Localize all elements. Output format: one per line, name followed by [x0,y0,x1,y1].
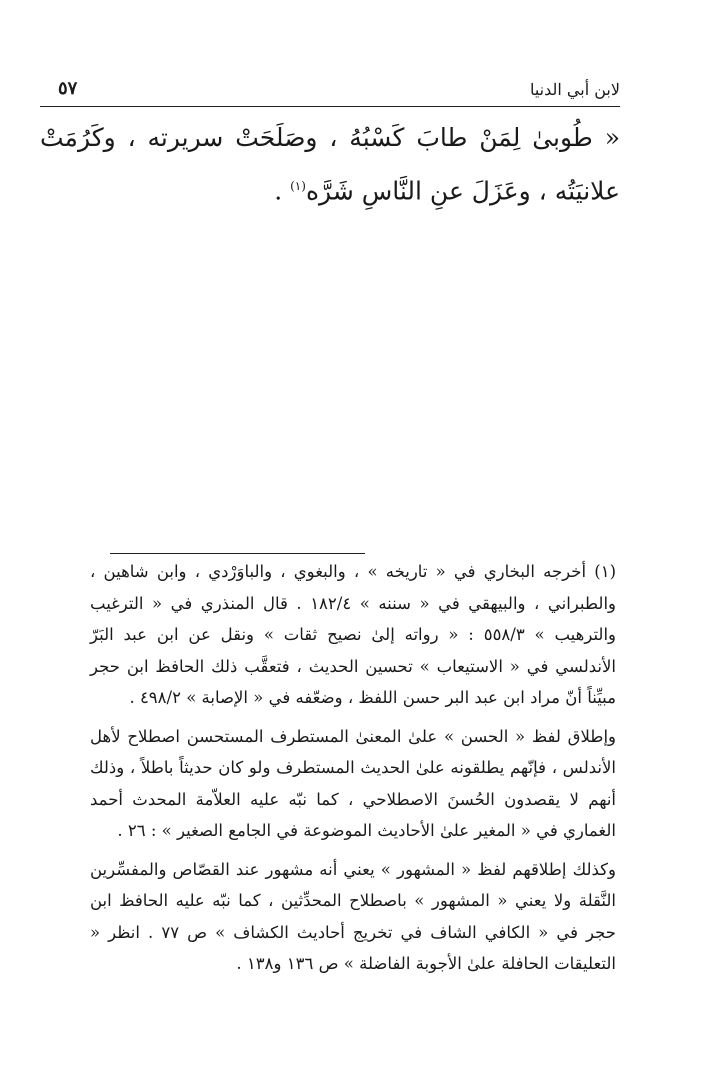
page-header [40,70,620,100]
hadith-body: « طُوبىٰ لِمَنْ طابَ كَسْبُهُ ، وصَلَحَتْ سريرته ، وكَرُمَتْ علانيَتُه ، وعَزَلَ عنِ النَّاسِ شَرَّه [40,123,620,206]
hadith-text [40,114,620,215]
running-title: لابن أبي الدنيا [529,80,620,99]
footnotes [90,556,616,987]
page-number: ٥٧ [58,78,78,99]
footnote-paragraph-2: وإطلاق لفظ « الحسن » علىٰ المعنىٰ المستطرف المستحسن اصطلاح لأهل الأندلس ، فإنّهم يطلقونه علىٰ الحديث المستطرف ولو كان حديثاً باطلاً ، وذلك أنهم لا يقصدون الحُسنَ الاصطلاحي ، كما نبّه عليه العلاّمة المحدث أحمد الغماري في « المغير علىٰ الأحاديث الموضوعة في الجامع الصغير » : ٢٦ . [90,726,616,840]
hadith-closing: . [274,176,291,206]
footnote-paragraph-3: وكذلك إطلاقهم لفظ « المشهور » يعني أنه مشهور عند القصّاص والمفسِّرين النَّقلة ولا يعني « المشهور » باصطلاح المحدِّثين ، كما نبّه عليه الحافظ ابن حجر في « الكافي الشاف في تخريج أحاديث الكشاف » ص ٧٧ . انظر « التعليقات الحافلة علىٰ الأجوبة الفاضلة » ص ١٣٦ و١٣٨ . [90,859,617,973]
footnote-1: (١) أخرجه البخاري في « تاريخه » ، والبغوي ، والباوَرْدي ، وابن شاهين ، والطبراني ، والبيهقي في « سننه » ١٨٢/٤ . قال المنذري في « الترغيب والترهيب » ٥٥٨/٣ : « رواته إلىٰ نصيح ثقات » ونقل عن ابن عبد البَرّ الأندلسي في « الاستيعاب » تحسين الحديث ، فتعقَّب ذلك الحافظ ابن حجر مبيِّناً أنّ مراد ابن عبد البر حسن اللفظ ، وضعّفه في « الإصابة » ٤٩٨/٢ . [90,562,617,707]
header-rule [40,106,620,107]
footnote-marker: (١) [290,179,306,193]
footnote-rule [110,553,365,554]
page [40,70,620,215]
